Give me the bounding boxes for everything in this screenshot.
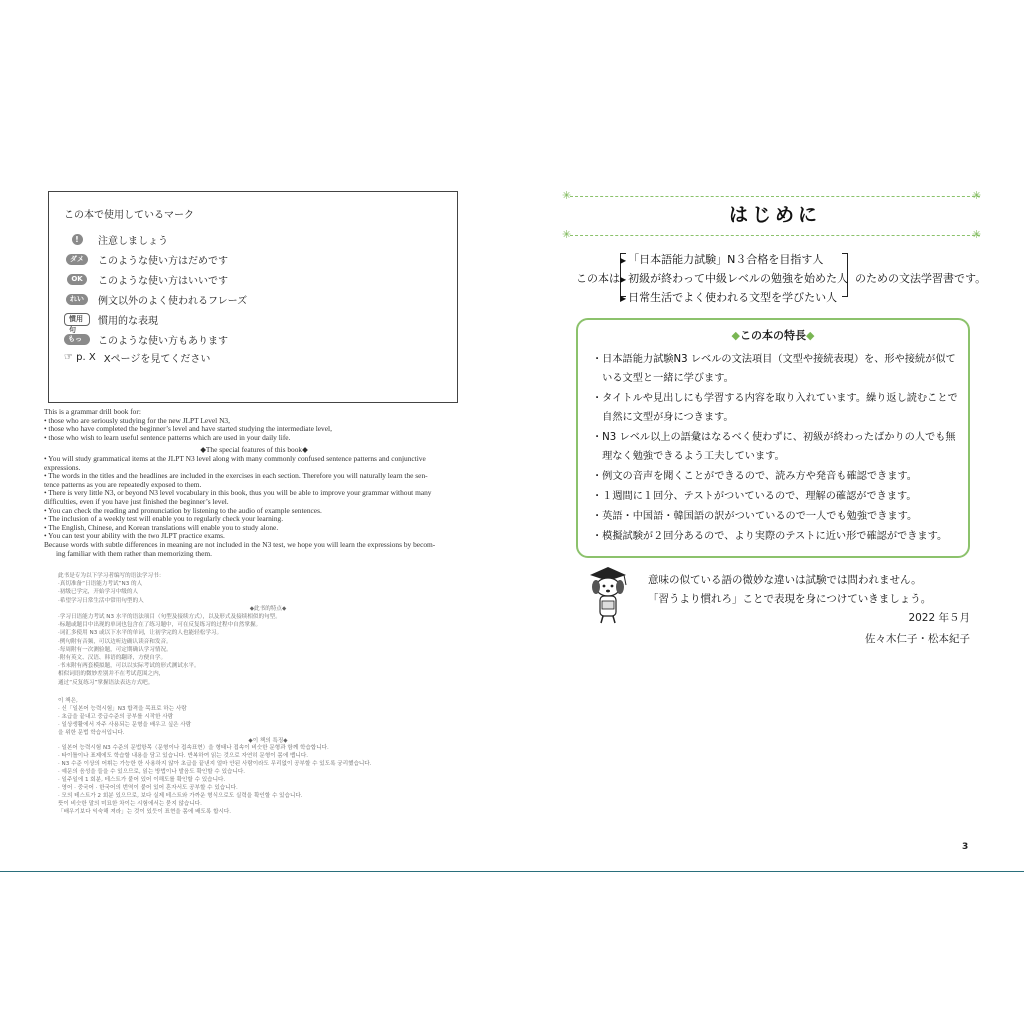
- kanyoku-badge-icon: 慣用句: [64, 313, 90, 325]
- korean-feature: · 예문의 음성을 들을 수 있으므로, 읽는 방법이나 발음도 확인할 수 있습니다.: [58, 769, 246, 776]
- chinese-feature: ·每周附有一次测验题，可定期确认学习情况。: [58, 646, 172, 653]
- chinese-list-item: ·希望学习日常生活中常用句型的人: [58, 597, 144, 604]
- mark-row-ok: [64, 270, 228, 288]
- title-rule-bottom: [570, 235, 980, 236]
- feature-line: ・１週間に１回分、テストがついているので、理解の確認ができます。: [592, 491, 917, 502]
- rei-badge-icon: れい: [64, 293, 90, 305]
- chinese-feature: ·例句附有音频，可以边听边确认读音和发音。: [58, 638, 172, 645]
- purpose-item: ▶ 初級が終わって中級レベルの勉強を始めた人: [620, 272, 849, 285]
- chinese-feature: ·词汇多使用 N3 或以下水平的单词，让初学完的人也能轻松学习。: [58, 630, 223, 637]
- korean-features-title: ◆이 책의 특징◆: [248, 737, 288, 744]
- closing-message-2: 「習うより慣れろ」ことで表現を身につけていきましょう。: [648, 593, 932, 605]
- exclamation-icon: !: [64, 233, 90, 245]
- mark-text: このような使い方はいいです: [98, 275, 228, 287]
- english-feature: expressions.: [44, 462, 81, 472]
- chinese-list-item: ·真切准备“日语能力考试”N3 的人: [58, 581, 143, 588]
- ok-badge-icon: OK: [64, 273, 90, 285]
- english-feature: • The English, Chinese, and Korean translations will enable you to study alone.: [44, 522, 279, 532]
- sparkle-icon: ✳: [972, 189, 982, 202]
- chinese-feature: ·标题或题目中出现的单词也包含在了练习题中，可在反复练习的过程中自然掌握。: [58, 622, 262, 629]
- chinese-closing: 相似词语的微妙差别并不在考试范围之内，: [58, 671, 165, 678]
- mark-row-caution: [64, 230, 168, 248]
- english-feature: • You can check the reading and pronunciation by listening to the audio of example sentences.: [44, 505, 322, 515]
- korean-feature: · 일주일에 1 회분, 테스트가 붙어 있어 이해도를 확인할 수 있습니다.: [58, 777, 226, 784]
- korean-introduction: [58, 698, 478, 817]
- english-closing: Because words with subtle differences in meaning are not included in the N3 test, we hope you will learn the expressions by becom-: [44, 539, 436, 549]
- mark-row-rei: [64, 290, 247, 308]
- mark-text: 慣用的な表現: [98, 315, 158, 327]
- korean-list-item: · 일상생활에서 자주 사용되는 문형을 배우고 싶은 사람: [58, 721, 192, 728]
- authors: 佐々木仁子・松本紀子: [865, 633, 970, 645]
- feature-line: 理なく勉強できるよう工夫しています。: [592, 451, 785, 462]
- english-feature: • You can test your ability with the two JLPT practice exams.: [44, 531, 225, 541]
- purpose-item: ▶ 日常生活でよく使われる文型を学びたい人: [620, 291, 838, 304]
- korean-list-end: 을 위한 문법 학습서입니다.: [58, 729, 125, 736]
- mark-text: このような使い方はだめです: [98, 255, 228, 267]
- chinese-feature: ·附有英文、汉语、韩语的翻译，方便自学。: [58, 655, 167, 662]
- chinese-feature: ·书末附有两套模拟题，可以以实际考试的形式测试水平。: [58, 663, 200, 670]
- page-number: 3: [962, 842, 969, 852]
- mark-text: 注意しましょう: [98, 235, 168, 247]
- closing-message-1: 意味の似ている語の微妙な違いは試験では問われません。: [648, 574, 922, 586]
- korean-feature: · N3 수준 이상의 어휘는 가능한 한 사용하지 않아 초급을 끝낸지 얼마 안된 사람이라도 무리없이 공부할 수 있도록 궁리했습니다.: [58, 761, 372, 768]
- feature-line: ・N3 レベル以上の語彙はなるべく使わずに、初級が終わったばかりの人でも無: [592, 432, 956, 443]
- sparkle-icon: ✳: [972, 228, 982, 241]
- marks-legend-title: この本で使用しているマーク: [64, 210, 194, 221]
- feature-line: ・日本語能力試験N3 レベルの文法項目（文型や接続表現）を、形や接続が似て: [592, 354, 956, 365]
- feature-line: ・例文の音声を聞くことができるので、読み方や発音も確認できます。: [592, 471, 917, 482]
- triangle-icon: ▶: [620, 256, 627, 265]
- page-title: はじめに: [728, 204, 821, 226]
- title-rule-top: [570, 196, 980, 197]
- dame-badge-icon: ダメ: [64, 253, 90, 265]
- feature-line: ・英語・中国語・韓国語の訳がついているので一人でも勉強できます。: [592, 511, 918, 522]
- purpose-lead: この本は: [576, 272, 620, 285]
- english-feature: • There is very little N3, or beyond N3 level vocabulary in this book, thus you will be able to improve your grammar without many: [44, 488, 432, 498]
- chinese-intro: 此书是专为以下学习者编写的语法学习书：: [58, 573, 165, 579]
- mark-row-page-ref: [64, 348, 210, 366]
- korean-feature: · 모의 테스트가 2 회분 있으므로, 보다 실제 테스트와 가까운 형식으로도 실력을 확인할 수 있습니다.: [58, 792, 303, 799]
- english-feature: • You will study grammatical items at the JLPT N3 level along with many commonly confused sentence patterns and conjunctive: [44, 453, 426, 463]
- korean-feature: · 영어 · 중국어 · 한국어의 번역이 붙어 있어 혼자서도 공부할 수 있습니다.: [58, 784, 238, 791]
- english-features-title: ◆The special features of this book◆: [200, 445, 308, 455]
- bottom-rule: [0, 871, 1024, 872]
- english-feature: • The inclusion of a weekly test will enable you to regularly check your learning.: [44, 514, 284, 524]
- diamond-icon: ◆: [806, 329, 815, 342]
- feature-line: いる文型と一緒に学びます。: [592, 373, 734, 384]
- korean-closing: 뜻이 비슷한 말의 미묘한 차이는 시험에서는 묻지 않습니다.: [58, 800, 202, 807]
- mascot-dog-icon: [584, 563, 632, 625]
- motto-badge-icon: もっと!: [64, 333, 90, 345]
- korean-list-item: · 초급을 끝내고 중급수준의 공부를 시작한 사람: [58, 713, 174, 720]
- features-title: ◆この本の特長◆: [731, 329, 815, 342]
- sparkle-icon: ✳: [562, 228, 572, 241]
- korean-closing-2: 「배우기보다 익숙해 져라」는 것이 있듯이 표현을 몸에 배도록 합시다.: [58, 808, 232, 815]
- chinese-feature: ·学习日语能力考试 N3 水平的语法项目（句型及接续方式），以及形式及接续相似的句型。: [58, 614, 281, 621]
- korean-feature: · 타이틀이나 표제에도 학습할 내용을 담고 있습니다. 반복하여 읽는 것으로 자연히 문형이 몸에 뱁니다.: [58, 753, 308, 760]
- chinese-features-title: ◆此书的特点◆: [249, 605, 287, 612]
- mark-row-kanyoku: [64, 310, 158, 334]
- triangle-icon: ▶: [620, 275, 627, 284]
- mark-row-motto: [64, 330, 228, 354]
- purpose-tail: のための文法学習書です。: [855, 272, 987, 285]
- preface-date: 2022 年５月: [908, 612, 970, 624]
- english-for-item: • those who have completed the beginner’s level and have started studying the intermediate level,: [44, 424, 332, 434]
- english-feature: difficulties, even if you have just finished the beginner’s level.: [44, 496, 229, 506]
- feature-line: 自然に文型が身につきます。: [592, 412, 734, 423]
- english-for-item: • those who wish to learn useful sentence patterns which are used in your daily life.: [44, 432, 291, 442]
- english-closing-2: ing familiar with them rather than memorizing them.: [56, 548, 212, 558]
- english-intro: This is a grammar drill book for:: [44, 407, 141, 416]
- pointing-hand-icon: ☞ p. X: [64, 351, 96, 363]
- diamond-icon: ◆: [731, 329, 740, 342]
- english-for-item: • those who are seriously studying for the new JLPT Level N3,: [44, 415, 230, 425]
- chinese-introduction: [58, 572, 478, 687]
- korean-feature: · 일본어 능력시험 N3 수준의 문법항목（문형이나 접속표현）을 형태나 접속이 비슷한 문형과 함께 학습합니다.: [58, 745, 329, 752]
- feature-line: ・模擬試験が２回分あるので、より実際のテストに近い形で確認ができます。: [592, 531, 948, 542]
- korean-list-item: · 신「일본어 능력시험」N3 합격을 목표로 하는 사람: [58, 705, 187, 712]
- mark-text: このような使い方もあります: [98, 335, 228, 347]
- feature-line: ・タイトルや見出しにも学習する内容を取り入れています。繰り返し読むことで: [592, 393, 958, 404]
- mark-text: 例文以外のよく使われるフレーズ: [98, 295, 248, 307]
- purpose-item: ▶ 「日本語能力試験」N３合格を目指す人: [620, 253, 824, 266]
- triangle-icon: ▶: [620, 294, 627, 303]
- english-feature: tence patterns as you are repeatedly exposed to them.: [44, 479, 202, 489]
- chinese-list-item: ·初级已学完，开始学习中级的人: [58, 589, 139, 596]
- sparkle-icon: ✳: [562, 189, 572, 202]
- chinese-closing-2: 通过“反复练习”掌握语法表达方式吧。: [58, 679, 154, 686]
- english-feature: • The words in the titles and the headlines are included in the exercises in each section. Therefore you will naturally learn the sen-: [44, 471, 428, 481]
- korean-intro: 이 책은,: [58, 698, 78, 704]
- english-introduction: [44, 408, 464, 558]
- mark-row-dame: [64, 250, 228, 268]
- mark-text: Xページを見てください: [103, 353, 211, 365]
